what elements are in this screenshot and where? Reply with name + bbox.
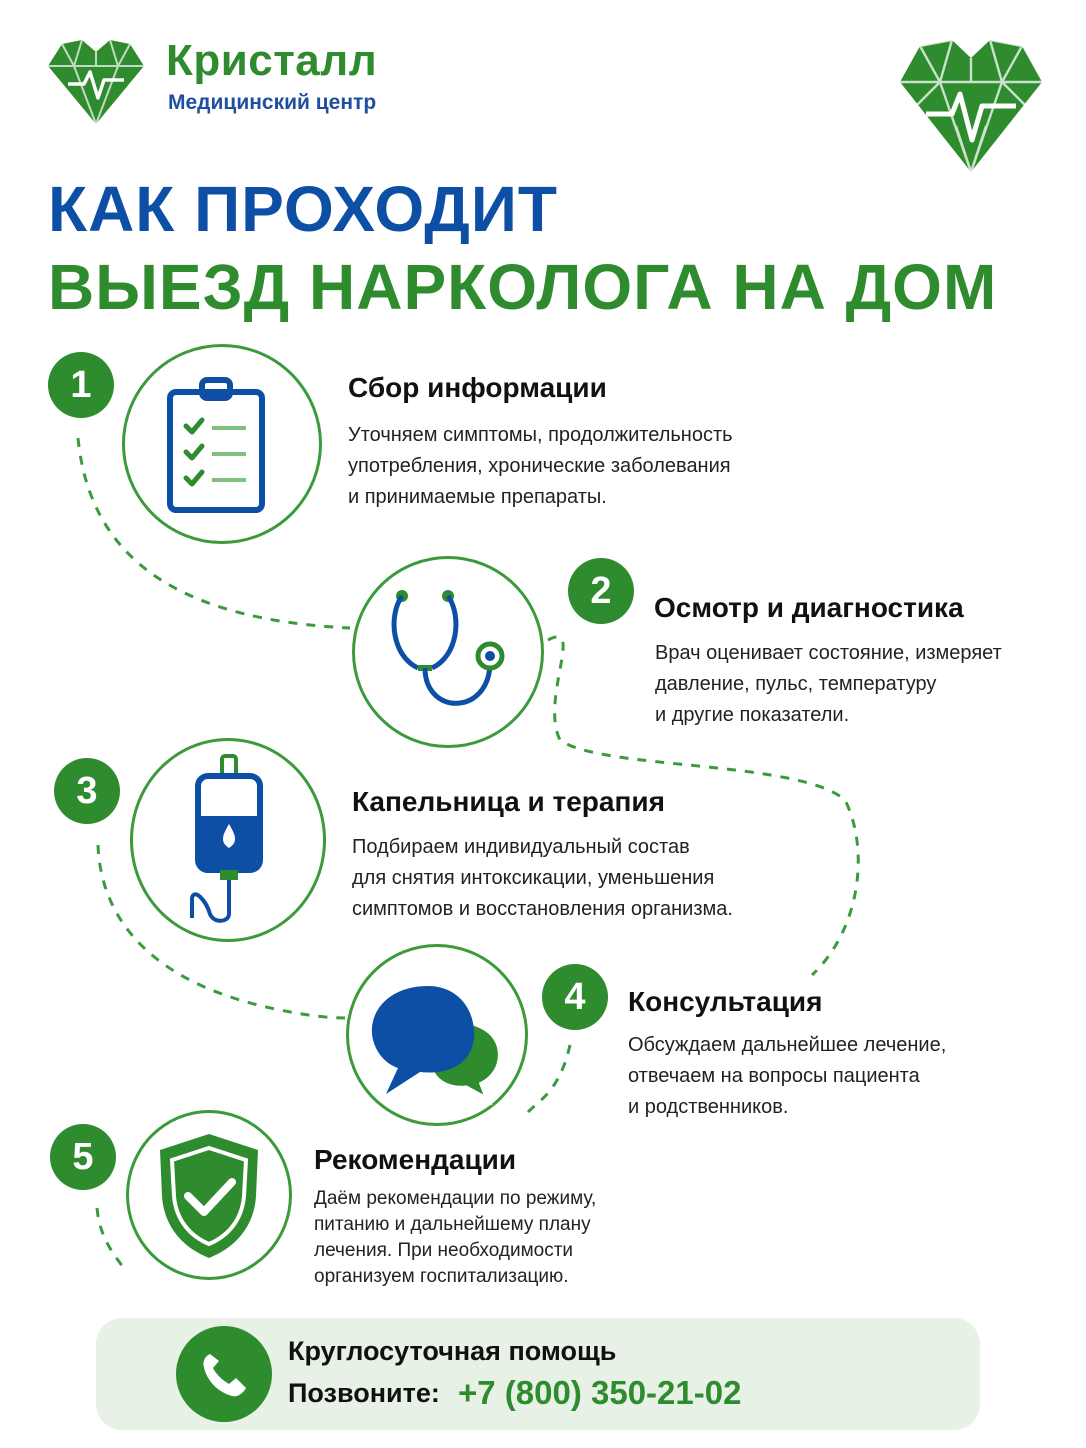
step-2-text: Врач оценивает состояние, измеряет давление, пульс, температуру и другие показатели. (655, 642, 1002, 726)
clipboard-checklist-icon (122, 344, 322, 544)
headline-line-2: ВЫЕЗД НАРКОЛОГА НА ДОМ (48, 251, 998, 323)
footer-title: Круглосуточная помощь (288, 1336, 617, 1366)
step-4-title: Консультация (628, 986, 823, 1017)
step-3-icon-circle (130, 738, 326, 942)
step-1-icon-circle (122, 344, 322, 544)
step-2-icon-circle (352, 556, 544, 748)
step-2-number-badge: 2 (568, 558, 634, 624)
step-3-number-badge: 3 (54, 758, 120, 824)
step-5-number-badge: 5 (50, 1124, 116, 1190)
crystal-heart-emblem-icon (896, 36, 1046, 174)
stethoscope-icon (352, 556, 544, 748)
step-1-number-badge: 1 (48, 352, 114, 418)
step-3-text: Подбираем индивидуальный состав для снятия интоксикации, уменьшения симптомов и восстановления организма. (352, 836, 733, 920)
step-5-text: Даём рекомендации по режиму, питанию и дальнейшему плану лечения. При необходимости организуем госпитализацию. (314, 1188, 597, 1287)
phone-icon (196, 1346, 252, 1402)
step-2-title: Осмотр и диагностика (654, 592, 964, 623)
step-4-number-badge: 4 (542, 964, 608, 1030)
chat-bubbles-icon (346, 944, 528, 1126)
headline-line-1: КАК ПРОХОДИТ (48, 173, 558, 245)
step-4-icon-circle (346, 944, 528, 1126)
step-1-title: Сбор информации (348, 372, 607, 403)
step-1-text: Уточняем симптомы, продолжительность употребления, хронические заболевания и принимаемые препараты. (348, 424, 733, 508)
footer-call-label: Позвоните: (288, 1378, 440, 1408)
step-4-text: Обсуждаем дальнейшее лечение, отвечаем на вопросы пациента и родственников. (628, 1034, 947, 1118)
crystal-heart-logo-icon (44, 36, 148, 126)
step-5-icon-circle (126, 1110, 292, 1280)
brand-subtitle: Медицинский центр (168, 91, 377, 114)
shield-check-icon (126, 1110, 292, 1280)
footer-phone-number[interactable]: +7 (800) 350-21-02 (458, 1374, 742, 1411)
iv-drip-icon (130, 738, 326, 942)
step-3-title: Капельница и терапия (352, 786, 665, 817)
phone-button[interactable] (176, 1326, 272, 1422)
step-5-title: Рекомендации (314, 1144, 517, 1175)
brand-name: Кристалл (166, 36, 378, 85)
